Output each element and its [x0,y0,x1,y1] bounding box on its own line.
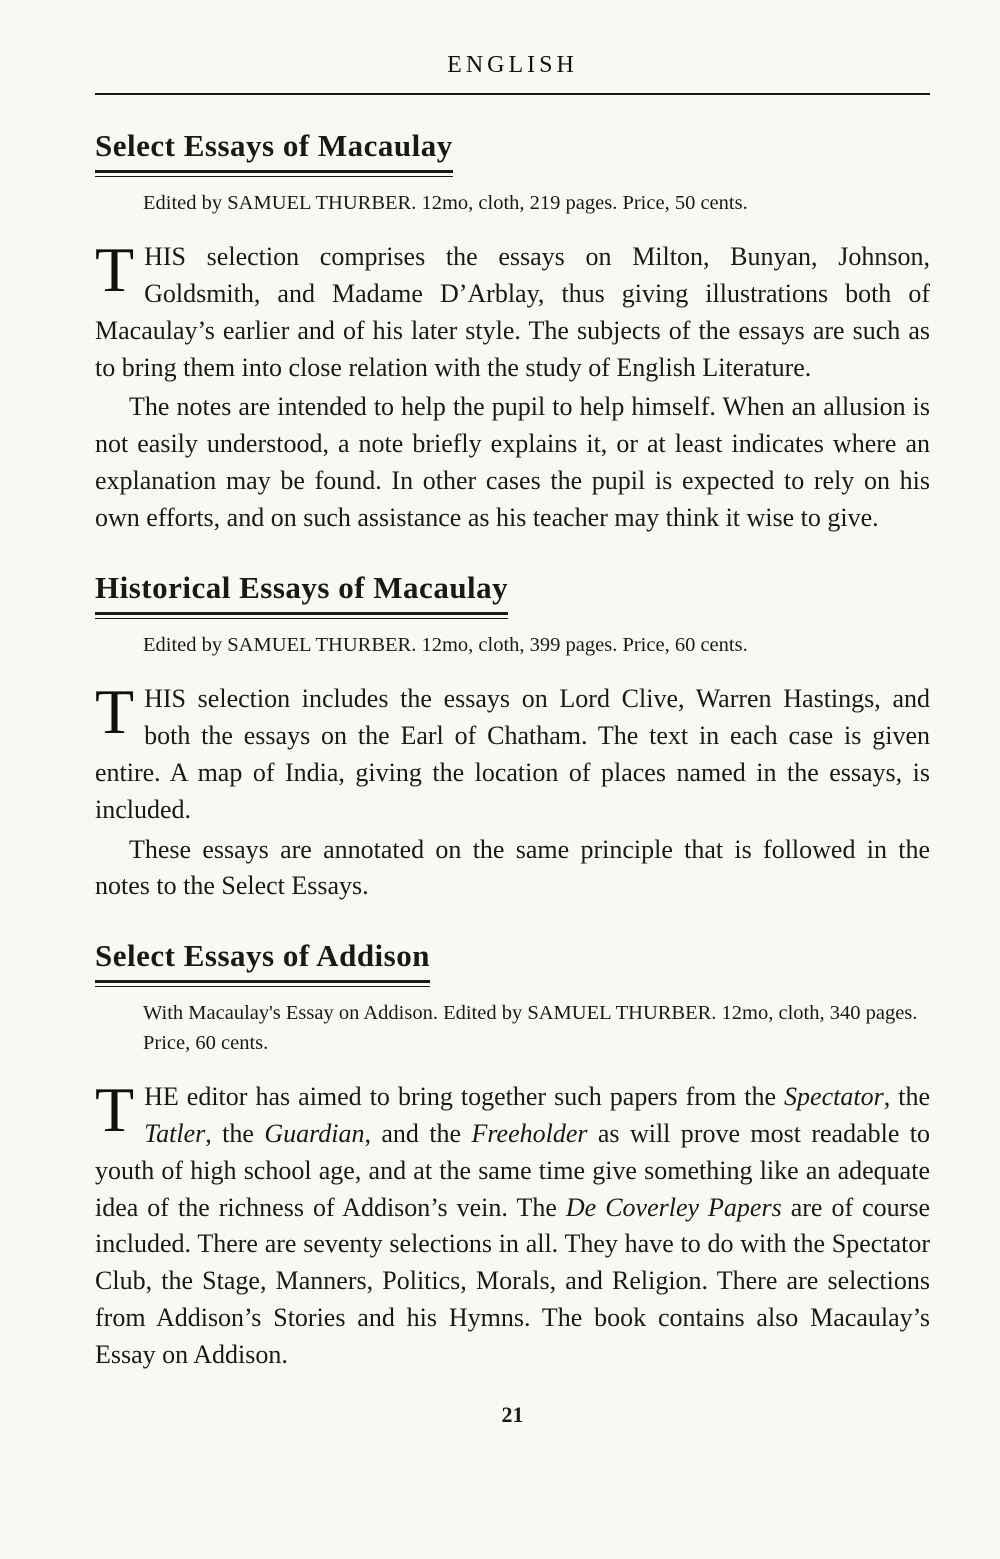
paragraph: The notes are intended to help the pupil to help himself. When an allusion is not easily understood, a note briefly explains it, or at least indicates where an explanation may be found. In other cases the pupil is expected to rely on his own efforts, and on such assistance as his teacher may think it wise to give. [95,392,930,533]
section-title: Select Essays of Macaulay [95,129,453,173]
section-title: Historical Essays of Macaulay [95,571,508,615]
text-run: HE editor has aimed to bring together such papers from the [144,1081,785,1111]
page-header [95,52,930,95]
paragraph [95,1073,931,1374]
drop-cap: T [95,675,135,747]
section-byline: Edited by SAMUEL THURBER. 12mo, cloth, 219 pages. Price, 50 cents. [143,192,748,215]
page-number: 21 [501,1402,524,1428]
header-rule [95,93,930,95]
drop-cap: T [95,233,135,305]
text-run: , the [883,1081,930,1111]
section-historical-essays-macaulay [95,571,930,905]
italic-text-run: Tatler [144,1118,206,1148]
text-run: , the [205,1118,265,1148]
running-head: ENGLISH [447,52,578,78]
paragraph [95,233,930,387]
section-title-heading [95,129,930,173]
text-run: HIS selection includes the essays on Lord Clive, Warren Hastings, and both the essays on the Earl of Chatham. The text in each case is given entire. A map of India, giving the location of places named in the essays, is included. [95,683,930,824]
italic-text-run: Freeholder [471,1118,588,1148]
text-run: are of course included. There are seventy selections in all. They have to do with the Spectator Club, the Stage, Manners, Politics, Morals, and Religion. There are selections from Addison’s Stories and his Hymns. The book contains also Macaulay’s Essay on Addison. [95,1192,930,1370]
italic-text-run: De Coverley Papers [565,1192,782,1222]
section-title: Select Essays of Addison [95,939,430,983]
italic-text-run: Spectator [784,1081,884,1111]
italic-text-run: Guardian [264,1118,365,1148]
text-run: , and the [364,1118,472,1148]
paragraph: These essays are annotated on the same principle that is followed in the notes to the Select Essays. [95,834,930,901]
section-byline: Edited by SAMUEL THURBER. 12mo, cloth, 399 pages. Price, 60 cents. [143,634,748,657]
text-run: as will prove most readable to youth of high school age, and at the same time give something like an adequate idea of the richness of Addison’s vein. The [95,1118,931,1222]
section-title-heading [95,939,930,983]
drop-cap: T [95,1073,135,1145]
section-byline: With Macaulay's Essay on Addison. Edited by SAMUEL THURBER. 12mo, cloth, 340 pages. Price, 60 cents. [143,1002,918,1055]
paragraph [95,675,930,829]
section-select-essays-addison [95,939,930,1374]
section-title-heading [95,571,930,615]
section-select-essays-macaulay [95,129,930,537]
text-run: HIS selection comprises the essays on Milton, Bunyan, Johnson, Goldsmith, and Madame D’Arblay, thus giving illustrations both of Macaulay’s earlier and of his later style. The subjects of the essays are such as to bring them into close relation with the study of English Literature. [95,241,930,382]
